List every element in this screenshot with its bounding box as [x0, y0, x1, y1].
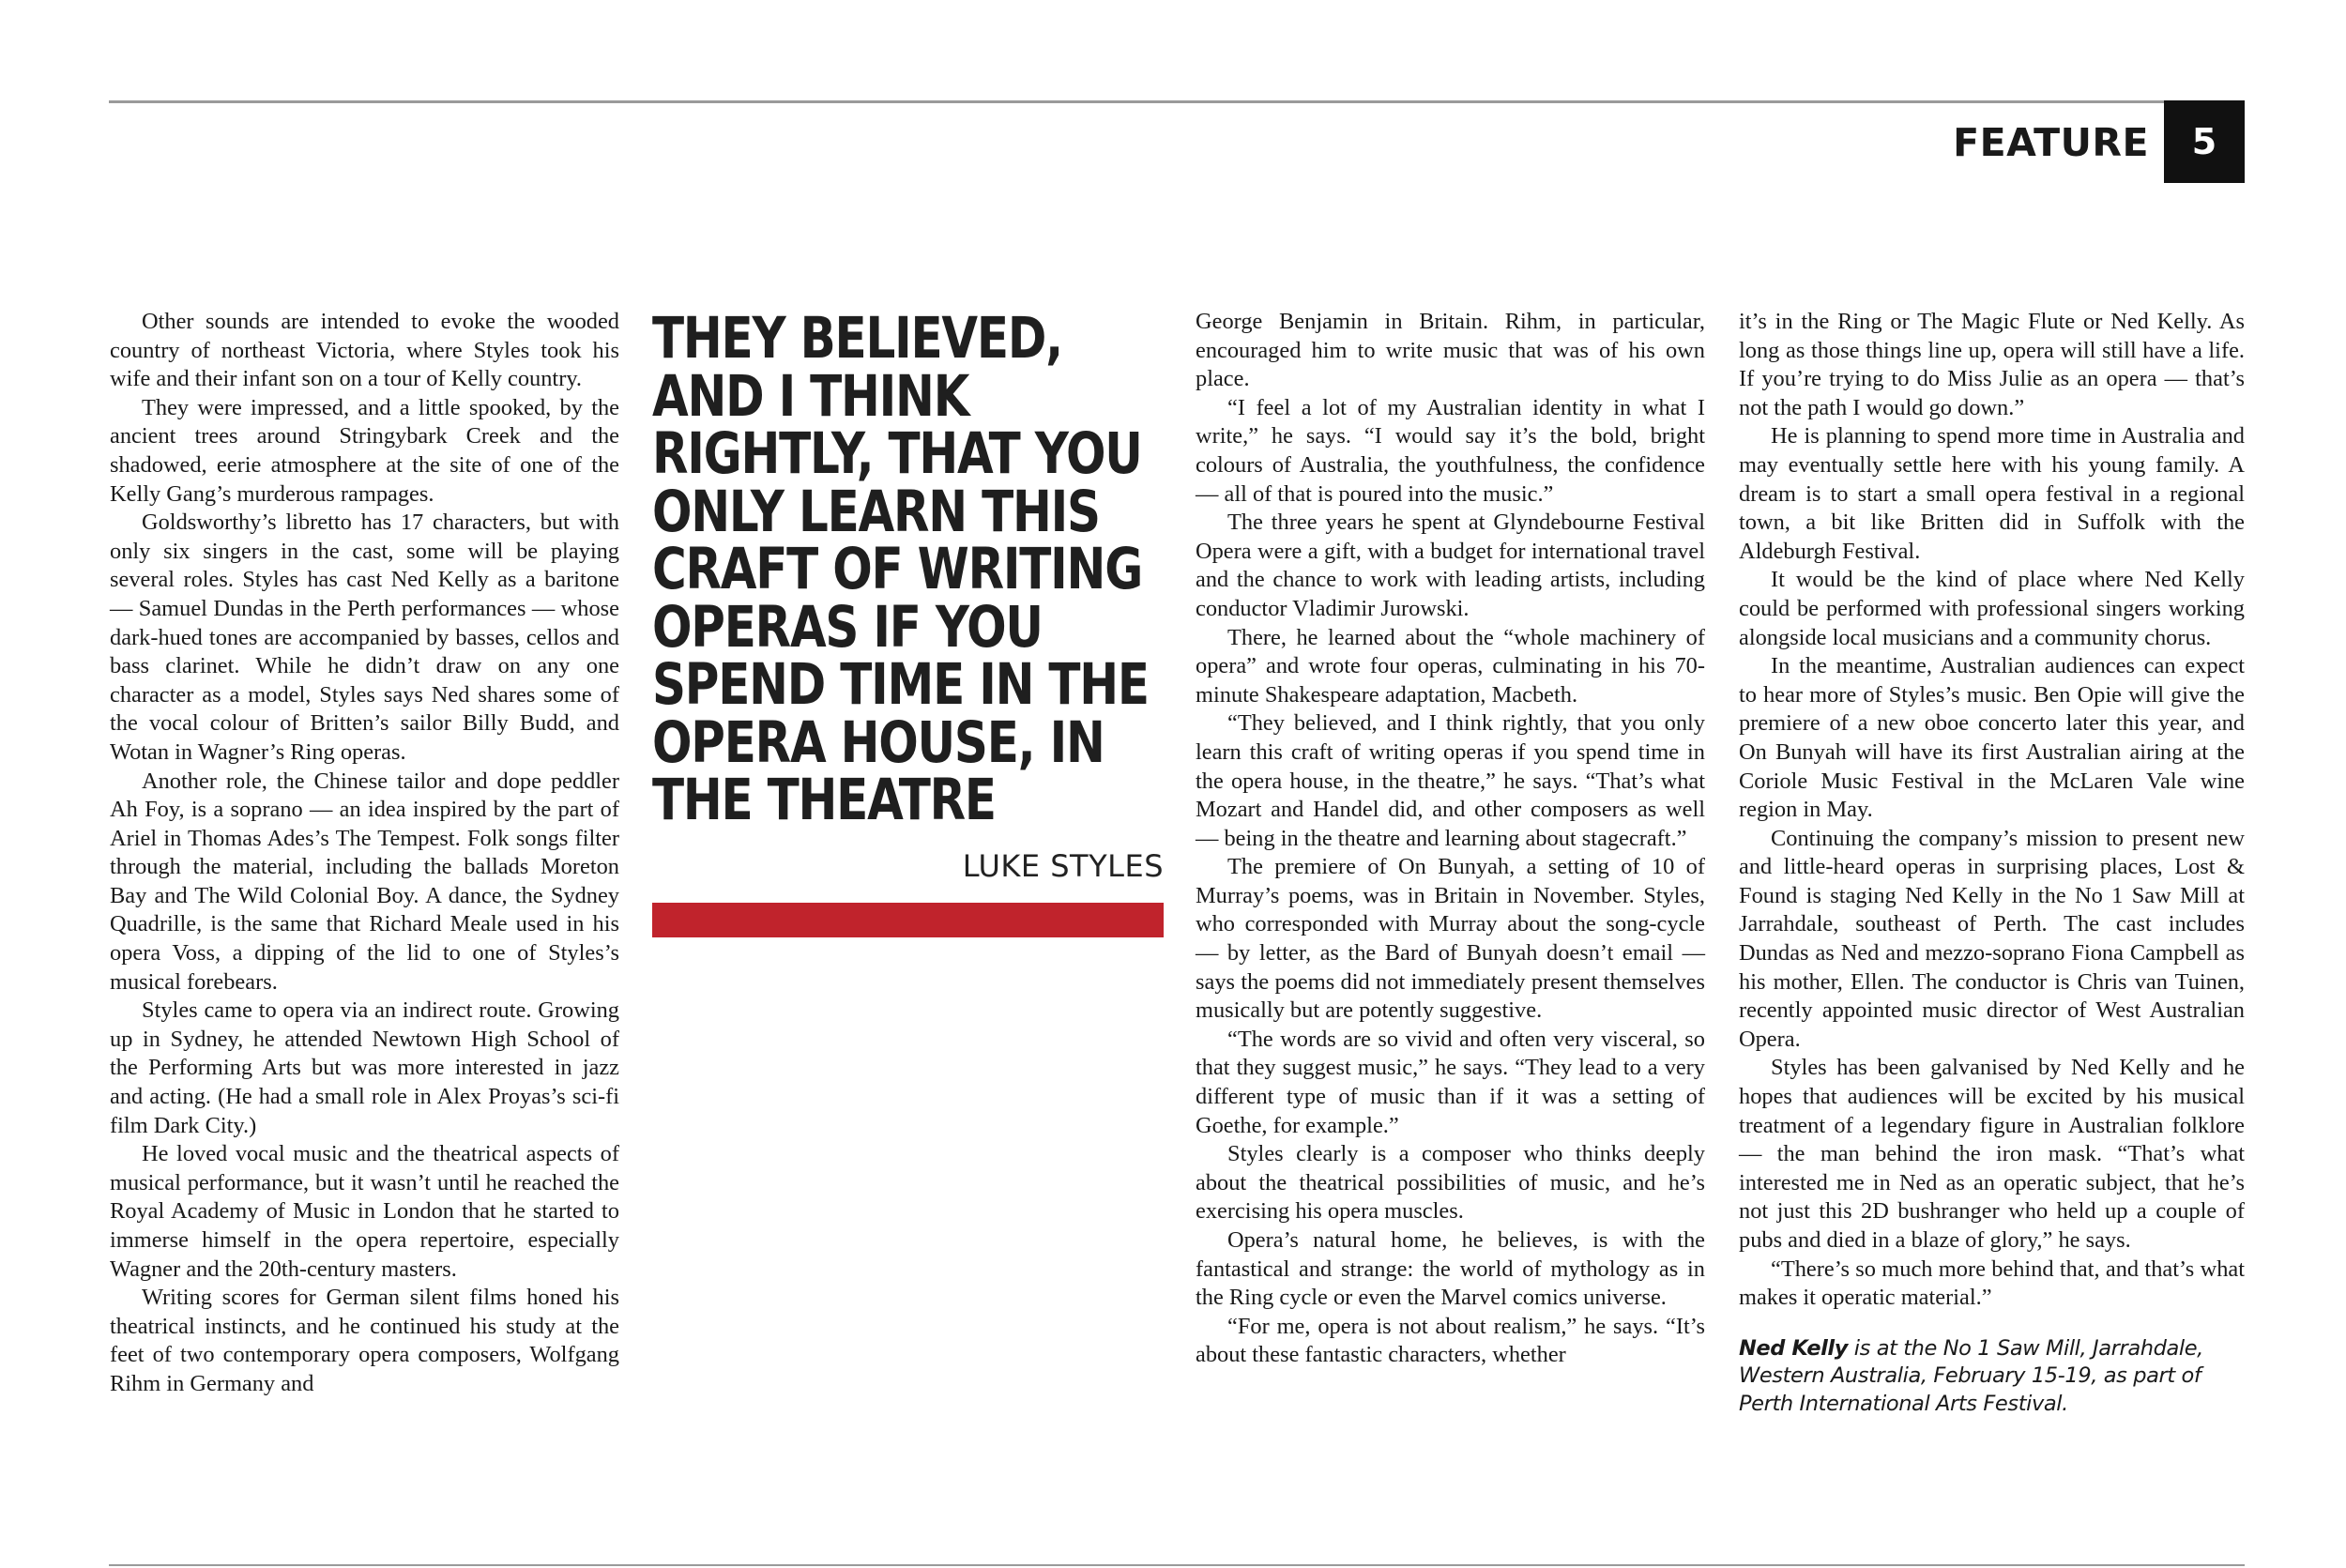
- pull-quote-attribution: LUKE STYLES: [962, 848, 1164, 884]
- event-info: [1739, 1335, 2245, 1419]
- paragraph: Styles clearly is a composer who thinks deeply about the theatrical possibilities of music, and he’s exercising his opera muscles.: [1196, 1141, 1705, 1225]
- paragraph: He is planning to spend more time in Australia and may eventually settle here with his young family. A dream is to start a small opera festival in a regional town, a bit like Britten did in Suffolk with the Aldeburgh Festival.: [1739, 423, 2245, 564]
- top-rule: [109, 100, 2245, 103]
- paragraph: “For me, opera is not about realism,” he says. “It’s about these fantastic characters, whether: [1196, 1313, 1705, 1368]
- paragraph: The premiere of On Bunyah, a setting of 10 of Murray’s poems, was in Britain in November. Styles, who corresponded with Murray about the song-cycle — by letter, as the Bard of Bunyah doesn’t email — says the poems did not immediately present themselves musically but are potently suggestive.: [1196, 854, 1705, 1024]
- event-title: Ned Kelly: [1739, 1335, 1848, 1361]
- paragraph: “They believed, and I think rightly, that you only learn this craft of writing operas if you spend time in the opera house, in the theatre,” he says. “That’s what Mozart and Handel did, and other composers as well — being in the theatre and learning about stagecraft.”: [1196, 710, 1705, 851]
- paragraph: In the meantime, Australian audiences can expect to hear more of Styles’s music. Ben Opie will give the premiere of a new oboe concerto later this year, and On Bunyah will have its first Australian airing at the Coriole Music Festival in the McLaren Vale wine region in May.: [1739, 653, 2245, 823]
- article-column-2: [1196, 308, 1705, 1370]
- paragraph: Continuing the company’s mission to present new and little-heard operas in surprising places, Lost & Found is staging Ned Kelly in the No 1 Saw Mill at Jarrahdale, southeast of Perth. The cast includes Dundas as Ned and mezzo-soprano Fiona Campbell as his mother, Ellen. The conductor is Chris van Tuinen, recently appointed music director of West Australian Opera.: [1739, 825, 2245, 1052]
- pull-quote-text: THEY BELIEVED, AND I THINK RIGHTLY, THAT YOU ONLY LEARN THIS CRAFT OF WRITING OPERAS IF YOU SPEND TIME IN THE OPERA HOUSE, IN THE THEATRE: [652, 305, 1149, 833]
- paragraph: “The words are so vivid and often very visceral, so that they suggest music,” he says. “They lead to a very different type of music than if it was a setting of Goethe, for example.”: [1196, 1026, 1705, 1138]
- paragraph: Writing scores for German silent films honed his theatrical instincts, and he continued his study at the feet of two contemporary opera composers, Wolfgang Rihm in Germany and: [110, 1285, 619, 1396]
- paragraph: “I feel a lot of my Australian identity in what I write,” he says. “I would say it’s the bold, bright colours of Australia, the youthfulness, the confidence — all of that is poured into the music.”: [1196, 394, 1705, 507]
- paragraph: He loved vocal music and the theatrical aspects of musical performance, but it wasn’t until he reached the Royal Academy of Music in London that he started to immerse himself in the opera repertoire, especially Wagner and the 20th-century masters.: [110, 1141, 619, 1282]
- article-column-3: [1739, 308, 2245, 1418]
- paragraph: There, he learned about the “whole machinery of opera” and wrote four operas, culminating in his 70-minute Shakespeare adaptation, Macbeth.: [1196, 624, 1705, 708]
- paragraph: Goldsworthy’s libretto has 17 characters, but with only six singers in the cast, some will be playing several roles. Styles has cast Ned Kelly as a baritone — Samuel Dundas in the Perth performances — whose dark-hued tones are accompanied by basses, cellos and bass clarinet. While he didn’t draw on any one character as a model, Styles says Ned shares some of the vocal colour of Britten’s sailor Billy Budd, and Wotan in Wagner’s Ring operas.: [110, 510, 619, 765]
- paragraph: It would be the kind of place where Ned Kelly could be performed with professional singers working alongside local musicians and a community chorus.: [1739, 567, 2245, 650]
- article-column-1: [110, 308, 619, 1399]
- pull-quote: [652, 305, 1164, 833]
- paragraph: Styles came to opera via an indirect route. Growing up in Sydney, he attended Newtown High School of the Performing Arts but was more interested in jazz and acting. (He had a small role in Alex Proyas’s sci-fi film Dark City.): [110, 997, 619, 1138]
- section-label: FEATURE: [1953, 120, 2149, 165]
- paragraph: Other sounds are intended to evoke the wooded country of northeast Victoria, where Styles took his wife and their infant son on a tour of Kelly country.: [110, 309, 619, 392]
- paragraph: Another role, the Chinese tailor and dope peddler Ah Foy, is a soprano — an idea inspired by the part of Ariel in Thomas Ades’s The Tempest. Folk songs filter through the material, including the ballads Moreton Bay and The Wild Colonial Boy. A dance, the Sydney Quadrille, is the same that Richard Meale used in his opera Voss, a dipping of the lid to one of Styles’s musical forebears.: [110, 768, 619, 995]
- paragraph: it’s in the Ring or The Magic Flute or Ned Kelly. As long as those things line up, opera will still have a life. If you’re trying to do Miss Julie as an opera — that’s not the path I would go down.”: [1739, 309, 2245, 420]
- paragraph: Opera’s natural home, he believes, is with the fantastical and strange: the world of mythology as in the Ring cycle or even the Marvel comics universe.: [1196, 1227, 1705, 1311]
- paragraph: George Benjamin in Britain. Rihm, in particular, encouraged him to write music that was of his own place.: [1196, 309, 1705, 392]
- pull-quote-accent-bar: [652, 903, 1164, 937]
- paragraph: The three years he spent at Glyndebourne Festival Opera were a gift, with a budget for international travel and the chance to work with leading artists, including conductor Vladimir Jurowski.: [1196, 510, 1705, 621]
- paragraph: They were impressed, and a little spooked, by the ancient trees around Stringybark Creek and the shadowed, eerie atmosphere at the site of one of the Kelly Gang’s murderous rampages.: [110, 394, 619, 507]
- event-details: is at the No 1 Saw Mill, Jarrahdale, Western Australia, February 15-19, as part of Perth International Arts Festival.: [1739, 1335, 2203, 1416]
- bottom-rule: [109, 1564, 2245, 1566]
- paragraph: Styles has been galvanised by Ned Kelly and he hopes that audiences will be excited by his musical treatment of a legendary figure in Australian folklore — the man behind the iron mask. “That’s what interested me in Ned as an operatic subject, that he’s not just this 2D bushranger who held up a couple of pubs and died in a blaze of glory,” he says.: [1739, 1055, 2245, 1253]
- paragraph: “There’s so much more behind that, and that’s what makes it operatic material.”: [1739, 1256, 2245, 1311]
- page-number: 5: [2164, 100, 2245, 183]
